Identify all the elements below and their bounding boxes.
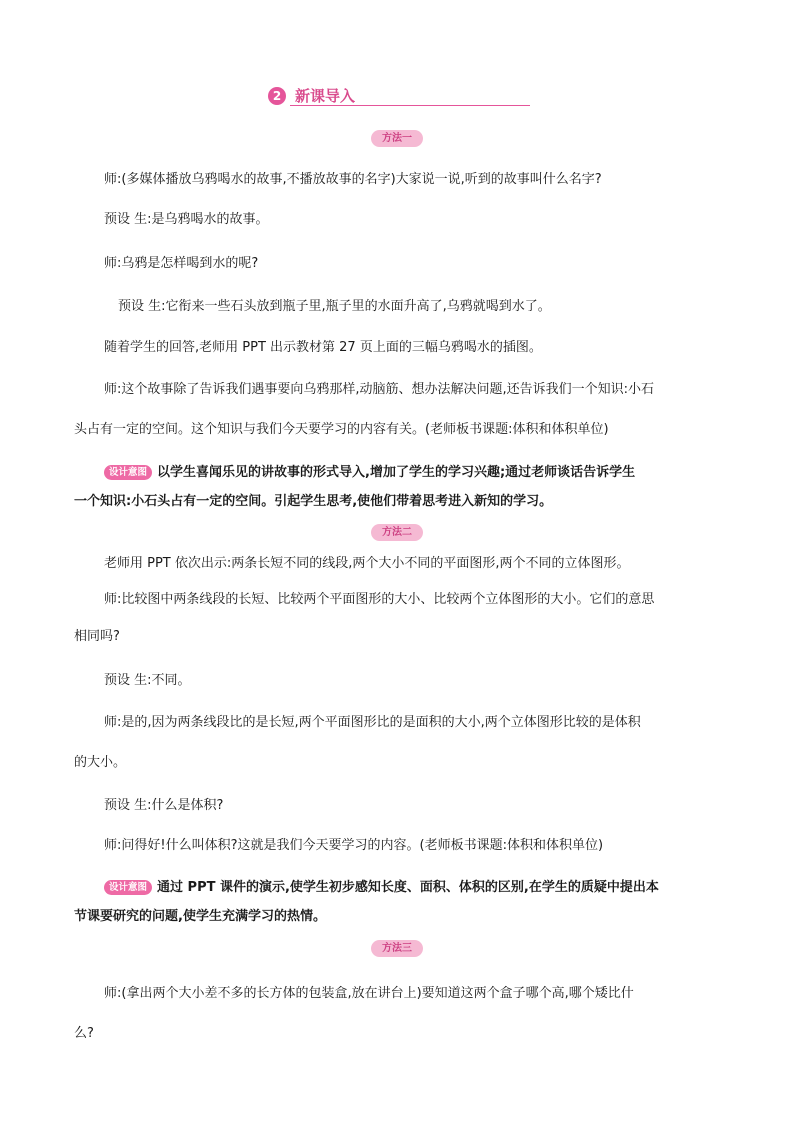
paragraph-line: 师:比较图中两条线段的长短、比较两个平面图形的大小、比较两个立体图形的大小。它们的意思 bbox=[104, 592, 655, 607]
paragraph-line: 节课要研究的问题,使学生充满学习的热情。 bbox=[74, 909, 326, 924]
paragraph-line: 师:是的,因为两条线段比的是长短,两个平面图形比的是面积的大小,两个立体图形比较的是体积 bbox=[104, 715, 641, 730]
design-intent-text: 以学生喜闻乐见的讲故事的形式导入,增加了学生的学习兴趣;通过老师谈话告诉学生 bbox=[157, 465, 636, 480]
paragraph-line: 预设 生:是乌鸦喝水的故事。 bbox=[104, 212, 269, 227]
design-intent-line bbox=[104, 879, 724, 897]
section-title: 新课导入 bbox=[295, 87, 356, 105]
paragraph-line: 随着学生的回答,老师用 PPT 出示教材第 27 页上面的三幅乌鸦喝水的插图。 bbox=[104, 340, 542, 355]
design-intent-badge: 设计意图 bbox=[104, 465, 152, 480]
method-badge-3: 方法三 bbox=[371, 940, 423, 957]
method-badge-1: 方法一 bbox=[371, 130, 423, 147]
paragraph-line: 的大小。 bbox=[74, 755, 127, 770]
design-intent-text: 通过 PPT 课件的演示,使学生初步感知长度、面积、体积的区别,在学生的质疑中提出本 bbox=[157, 880, 659, 895]
paragraph-line: 师:(多媒体播放乌鸦喝水的故事,不播放故事的名字)大家说一说,听到的故事叫什么名字? bbox=[104, 172, 602, 187]
paragraph-line: 老师用 PPT 依次出示:两条长短不同的线段,两个大小不同的平面图形,两个不同的立体图形。 bbox=[104, 556, 630, 571]
paragraph-line: 预设 生:不同。 bbox=[104, 673, 191, 688]
paragraph-line: 师:(拿出两个大小差不多的长方体的包装盒,放在讲台上)要知道这两个盒子哪个高,哪个矮比什 bbox=[104, 986, 634, 1001]
design-intent-line bbox=[104, 464, 724, 482]
method-badge-2: 方法二 bbox=[371, 524, 423, 541]
section-header bbox=[268, 86, 530, 108]
design-intent-badge: 设计意图 bbox=[104, 880, 152, 895]
paragraph-line: 预设 生:它衔来一些石头放到瓶子里,瓶子里的水面升高了,乌鸦就喝到水了。 bbox=[118, 299, 551, 314]
section-number-badge: 2 bbox=[268, 87, 286, 105]
paragraph-line: 一个知识:小石头占有一定的空间。引起学生思考,使他们带着思考进入新知的学习。 bbox=[74, 494, 553, 509]
paragraph-line: 师:问得好!什么叫体积?这就是我们今天要学习的内容。(老师板书课题:体积和体积单位) bbox=[104, 838, 604, 853]
paragraph-line: 头占有一定的空间。这个知识与我们今天要学习的内容有关。(老师板书课题:体积和体积单位) bbox=[74, 422, 609, 437]
section-underline bbox=[290, 105, 530, 106]
paragraph-line: 么? bbox=[74, 1026, 94, 1041]
paragraph-line: 师:这个故事除了告诉我们遇事要向乌鸦那样,动脑筋、想办法解决问题,还告诉我们一个知识:小石 bbox=[104, 382, 655, 397]
paragraph-line: 相同吗? bbox=[74, 629, 120, 644]
paragraph-line: 预设 生:什么是体积? bbox=[104, 798, 224, 813]
paragraph-line: 师:乌鸦是怎样喝到水的呢? bbox=[104, 256, 259, 271]
